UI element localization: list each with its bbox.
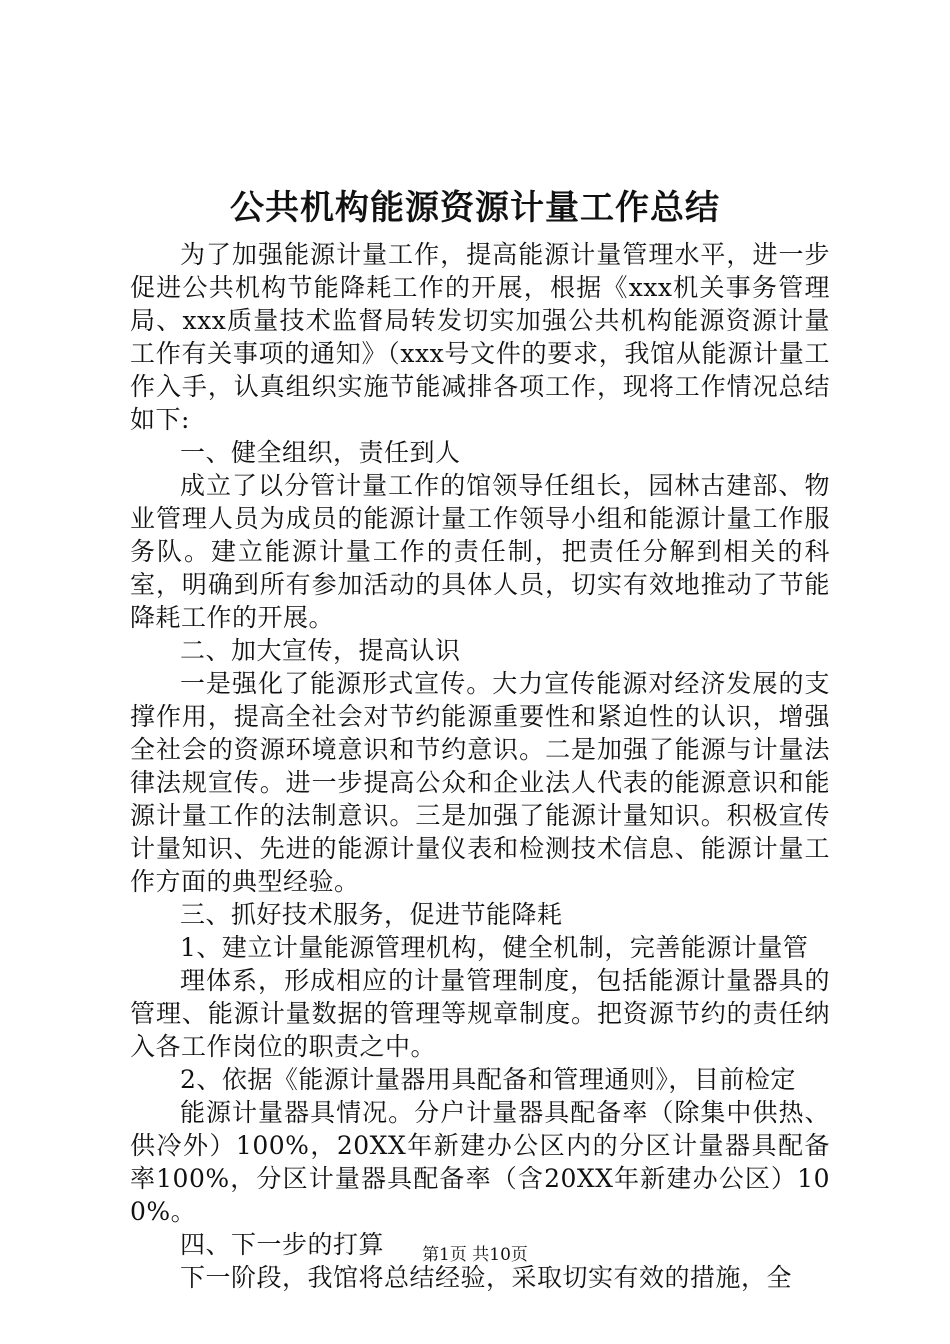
document-body <box>130 238 830 1294</box>
section-heading-2: 二、加大宣传，提高认识 <box>180 636 461 665</box>
section-heading-1: 一、健全组织，责任到人 <box>180 438 461 467</box>
paragraph-item-1-body: 理体系，形成相应的计量管理制度，包括能源计量器具的管理、能源计量数据的管理等规章制度。把资源节约的责任纳入各工作岗位的职责之中。 <box>130 966 830 1061</box>
page-indicator: 第1页 共10页 <box>422 1245 528 1265</box>
paragraph-item-1-lead: 1、建立计量能源管理机构，健全机制，完善能源计量管 <box>180 933 809 962</box>
document-title: 公共机构能源资源计量工作总结 <box>230 188 720 228</box>
paragraph-section-4: 下一阶段，我馆将总结经验，采取切实有效的措施，全 <box>180 1263 793 1292</box>
section-heading-4: 四、下一步的打算 <box>180 1230 385 1259</box>
paragraph-intro: 为了加强能源计量工作，提高能源计量管理水平，进一步促进公共机构节能降耗工作的开展，根据《xxx机关事务管理局、xxx质量技术监督局转发切实加强公共机构能源资源计量工作有关事项的通知》（xxx号文件的要求，我馆从能源计量工作入手，认真组织实施节能减排各项工作，现将工作情况总结如下: <box>130 240 830 434</box>
paragraph-item-2-body: 能源计量器具情况。分户计量器具配备率（除集中供热、供冷外）100%，20XX年新建办公区内的分区计量器具配备率100%，分区计量器具配备率（含20XX年新建办公区）100%。 <box>130 1098 830 1226</box>
paragraph-item-2-lead: 2、依据《能源计量器用具配备和管理通则》，目前检定 <box>180 1065 796 1094</box>
paragraph-section-2: 一是强化了能源形式宣传。大力宣传能源对经济发展的支撑作用，提高全社会对节约能源重要性和紧迫性的认识，增强全社会的资源环境意识和节约意识。二是加强了能源与计量法律法规宣传。进一步提高公众和企业法人代表的能源意识和能源计量工作的法制意识。三是加强了能源计量知识。积极宣传计量知识、先进的能源计量仪表和检测技术信息、能源计量工作方面的典型经验。 <box>130 669 830 896</box>
section-heading-3: 三、抓好技术服务，促进节能降耗 <box>180 900 563 929</box>
paragraph-section-1: 成立了以分管计量工作的馆领导任组长，园林古建部、物业管理人员为成员的能源计量工作领导小组和能源计量工作服务队。建立能源计量工作的责任制，把责任分解到相关的科室，明确到所有参加活动的具体人员，切实有效地推动了节能降耗工作的开展。 <box>130 471 830 632</box>
